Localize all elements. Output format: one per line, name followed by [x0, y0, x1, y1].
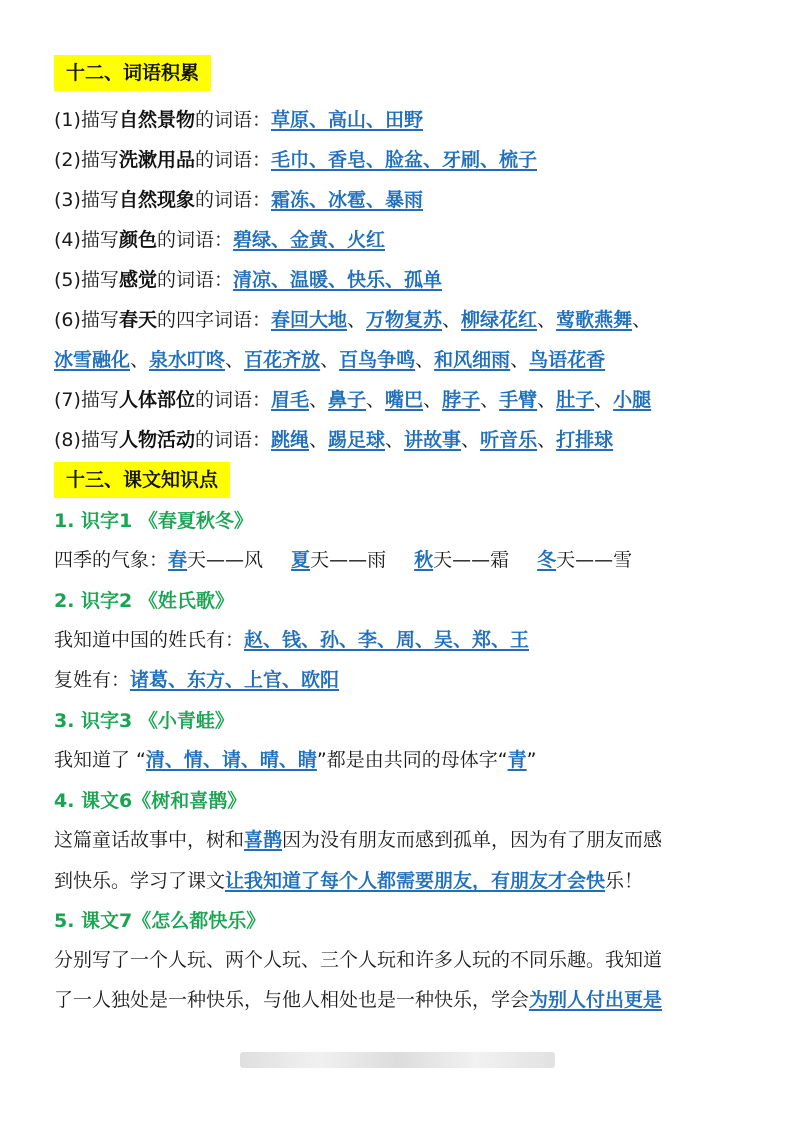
- item-middle: 的词语：: [156, 269, 233, 291]
- lesson-5-answer: 为别人付出更是: [529, 989, 663, 1011]
- item-number: (4): [54, 229, 81, 251]
- magpie-answer: 喜鹊: [244, 829, 283, 851]
- lesson-2-line-2: [54, 666, 339, 694]
- item-topic: 人体部位: [118, 389, 195, 411]
- answer-word: 和风细雨: [434, 349, 511, 371]
- season-weather: 天——霜: [433, 549, 510, 571]
- item-answer: 清凉、温暖、快乐、孤单: [232, 269, 442, 291]
- answer-word: 泉水叮咚: [149, 349, 226, 371]
- item-middle: 的词语：: [194, 149, 271, 171]
- item-answer: 碧绿、金黄、火红: [232, 229, 385, 251]
- answer-word: 鼻子: [328, 389, 367, 411]
- item-answer: 毛巾、香皂、脸盆、牙刷、梳子: [270, 149, 537, 171]
- item-number: (2): [54, 149, 81, 171]
- answer-word: 脖子: [442, 389, 481, 411]
- item-middle: 的词语：: [194, 389, 271, 411]
- answer-word: 踢足球: [328, 429, 386, 451]
- lesson-3-line: 我知道了 “清、情、请、晴、睛”都是由共同的母体字“青”: [54, 749, 537, 771]
- answer-word: 手臂: [499, 389, 538, 411]
- item-topic: 人物活动: [118, 429, 195, 451]
- vocab-line-3: [54, 186, 423, 214]
- item-number: (1): [54, 109, 81, 131]
- lesson-1-title: 1. 识字1 《春夏秋冬》: [54, 510, 253, 532]
- lesson-5-line-2: 了一人独处是一种快乐，与他人相处也是一种快乐，学会为别人付出更是: [54, 989, 663, 1011]
- answer-word: 小腿: [613, 389, 652, 411]
- vocab-line-4: [54, 226, 385, 254]
- lesson-1-seasons: [54, 546, 632, 574]
- item-prefix: 描写: [80, 109, 119, 131]
- season-key: 春: [168, 549, 188, 571]
- vocab-line-7: (7)描写人体部位的词语：眉毛、鼻子、嘴巴、脖子、手臂、肚子、小腿: [54, 389, 652, 411]
- page-fade: [0, 1018, 793, 1122]
- answer-word: 打排球: [556, 429, 614, 451]
- compound-surname-answer: 诸葛、东方、上官、欧阳: [130, 669, 340, 691]
- vocab-line-5: [54, 266, 442, 294]
- vocab-line-2: [54, 146, 537, 174]
- item-number: (6): [54, 309, 81, 331]
- vocab-line-6: (6)描写春天的四字词语：春回大地、万物复苏、柳绿花红、莺歌燕舞、: [54, 309, 652, 331]
- item-prefix: 描写: [80, 229, 119, 251]
- section-13-heading: 十三、课文知识点: [54, 462, 230, 498]
- item-number: (5): [54, 269, 81, 291]
- item-topic: 春天: [118, 309, 157, 331]
- item-middle: 的词语：: [194, 189, 271, 211]
- item-topic: 自然景物: [118, 109, 195, 131]
- item-prefix: 描写: [80, 189, 119, 211]
- answer-word: 柳绿花红: [461, 309, 538, 331]
- season-key: 冬: [537, 549, 557, 571]
- answer-word: 鸟语花香: [529, 349, 606, 371]
- lesson-moral-answer: 让我知道了每个人都需要朋友，有朋友才会快: [225, 870, 606, 892]
- season-weather: 天——雨: [310, 549, 387, 571]
- answer-word: 百花齐放: [244, 349, 321, 371]
- season-key: 秋: [414, 549, 434, 571]
- answer-word: 听音乐: [480, 429, 538, 451]
- item-topic: 感觉: [118, 269, 157, 291]
- item-topic: 自然现象: [118, 189, 195, 211]
- item-topic: 颜色: [118, 229, 157, 251]
- item-prefix: 描写: [80, 269, 119, 291]
- item-prefix: 描写: [80, 309, 119, 331]
- answer-word: 肚子: [556, 389, 595, 411]
- item-prefix: 描写: [80, 389, 119, 411]
- item-middle: 的词语：: [194, 429, 271, 451]
- answer-word: 眉毛: [270, 389, 309, 411]
- item-prefix: 描写: [80, 429, 119, 451]
- answer-word: 莺歌燕舞: [556, 309, 633, 331]
- answer-word: 百鸟争鸣: [339, 349, 416, 371]
- answer-word: 讲故事: [404, 429, 462, 451]
- surname-answer: 赵、钱、孙、李、周、吴、郑、王: [244, 629, 530, 651]
- answer-word: 嘴巴: [385, 389, 424, 411]
- root-character-answer: 青: [507, 749, 527, 771]
- blurred-footer: [240, 1052, 555, 1068]
- vocab-line-1: [54, 106, 423, 134]
- item-answer: 霜冻、冰雹、暴雨: [270, 189, 423, 211]
- answer-word: 跳绳: [270, 429, 309, 451]
- section-12-heading: 十二、词语积累: [54, 55, 211, 91]
- season-weather: 天——雪: [556, 549, 633, 571]
- answer-word: 万物复苏: [366, 309, 443, 331]
- item-topic: 洗漱用品: [118, 149, 195, 171]
- item-middle: 的四字词语：: [156, 309, 271, 331]
- lesson-5-title: 5. 课文7《怎么都快乐》: [54, 910, 266, 932]
- lesson-3-title: 3. 识字3 《小青蛙》: [54, 710, 234, 732]
- lesson-4-line-2: 到快乐。学习了课文让我知道了每个人都需要朋友，有朋友才会快乐！: [54, 870, 644, 892]
- vocab-line-8: (8)描写人物活动的词语：跳绳、踢足球、讲故事、听音乐、打排球: [54, 429, 614, 451]
- seasons-prefix: 四季的气象：: [54, 549, 169, 571]
- item-number: (8): [54, 429, 81, 451]
- lesson-2-line-1: [54, 626, 529, 654]
- item-answer: 草原、高山、田野: [270, 109, 423, 131]
- vocab-line-6-cont: 冰雪融化、泉水叮咚、百花齐放、百鸟争鸣、和风细雨、鸟语花香: [54, 349, 606, 371]
- answer-word: 冰雪融化: [54, 349, 131, 371]
- season-key: 夏: [291, 549, 311, 571]
- lesson-2-title: 2. 识字2 《姓氏歌》: [54, 590, 234, 612]
- lesson-4-line-1: 这篇童话故事中，树和喜鹊因为没有朋友而感到孤单，因为有了朋友而感: [54, 829, 663, 851]
- characters-answer: 清、情、请、晴、睛: [145, 749, 317, 771]
- answer-word: 春回大地: [270, 309, 347, 331]
- item-middle: 的词语：: [156, 229, 233, 251]
- season-weather: 天——风: [187, 549, 264, 571]
- item-middle: 的词语：: [194, 109, 271, 131]
- compound-surname-prefix: 复姓有：: [54, 669, 131, 691]
- item-number: (3): [54, 189, 81, 211]
- item-number: (7): [54, 389, 81, 411]
- surname-prefix: 我知道中国的姓氏有：: [54, 629, 245, 651]
- lesson-5-line-1: 分别写了一个人玩、两个人玩、三个人玩和许多人玩的不同乐趣。我知道: [54, 949, 663, 971]
- item-prefix: 描写: [80, 149, 119, 171]
- lesson-4-title: 4. 课文6《树和喜鹊》: [54, 790, 247, 812]
